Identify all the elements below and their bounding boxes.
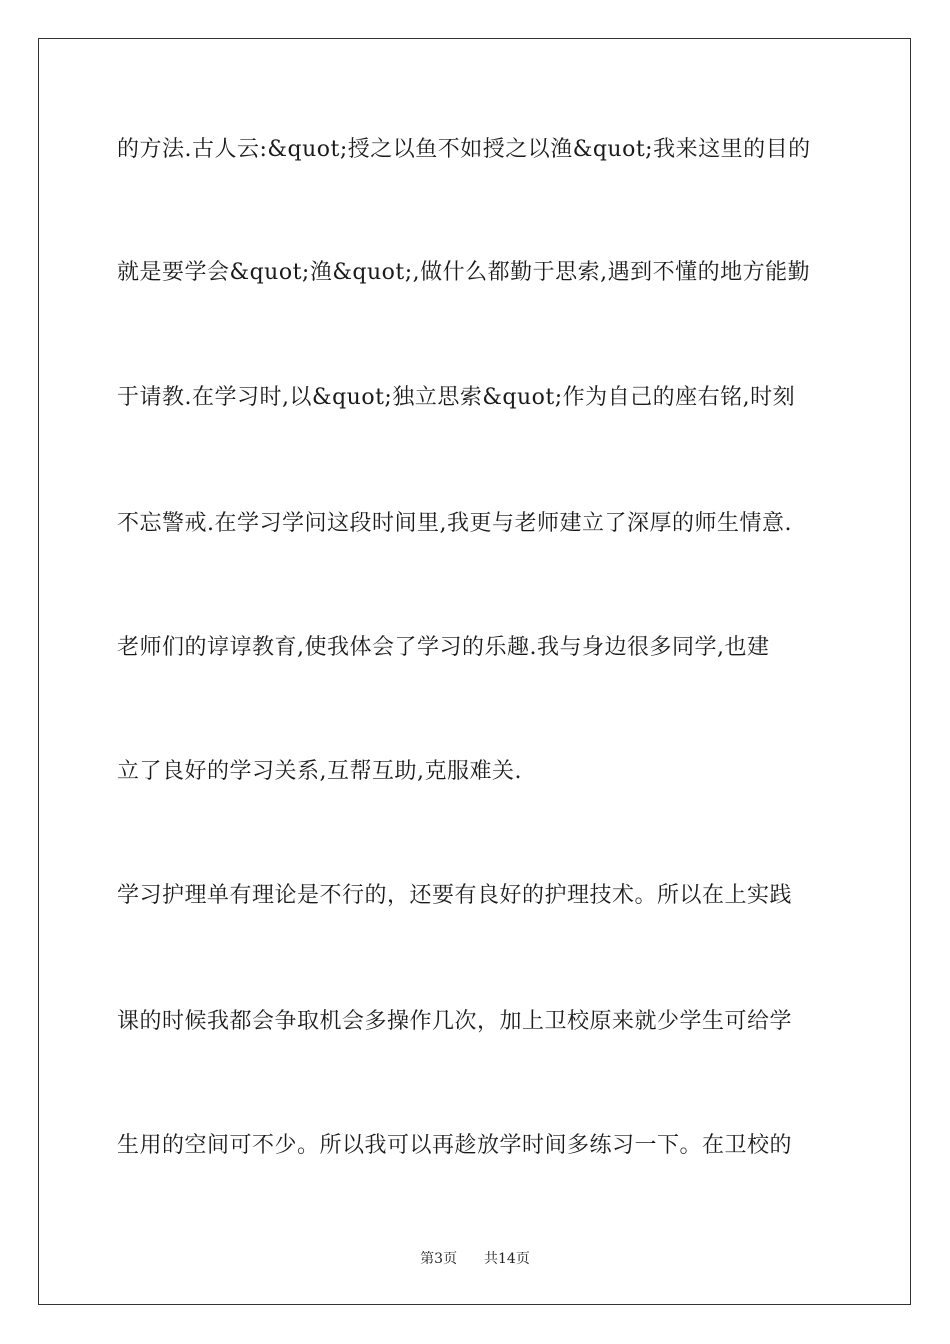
paragraph-line: 课的时候我都会争取机会多操作几次，加上卫校原来就少学生可给学: [117, 1009, 793, 1034]
paragraph-line: 就是要学会&quot;渔&quot;,做什么都勤于思索,遇到不懂的地方能勤: [117, 260, 811, 285]
paragraph-line: 的方法.古人云:&quot;授之以鱼不如授之以渔&quot;我来这里的目的: [117, 137, 811, 162]
page-footer: [0, 1248, 950, 1268]
paragraph-line: 立了良好的学习关系,互帮互助,克服难关.: [117, 759, 522, 784]
paragraph-line: 老师们的谆谆教育,使我体会了学习的乐趣.我与身边很多同学,也建: [117, 635, 770, 660]
paragraph-line: 生用的空间可不少。所以我可以再趁放学时间多练习一下。在卫校的: [117, 1133, 793, 1158]
paragraph-line: 学习护理单有理论是不行的，还要有良好的护理技术。所以在上实践: [117, 883, 793, 908]
page-total: 共14页: [484, 1251, 530, 1267]
paragraph-line: 于请教.在学习时,以&quot;独立思索&quot;作为自己的座右铭,时刻: [117, 385, 796, 410]
page-number: 第3页: [420, 1251, 458, 1267]
paragraph-line: 不忘警戒.在学习学问这段时间里,我更与老师建立了深厚的师生情意.: [117, 511, 792, 536]
page-border: [38, 38, 911, 1305]
